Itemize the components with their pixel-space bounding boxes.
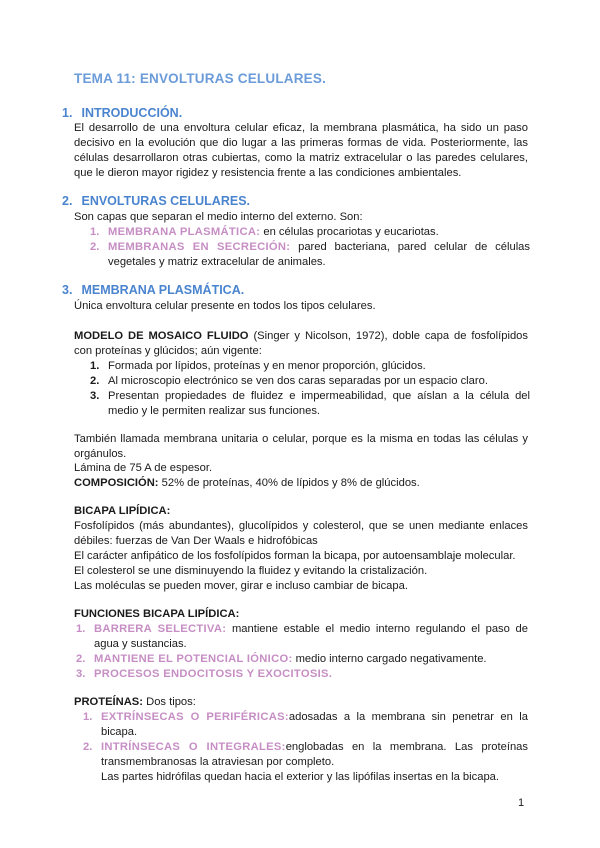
item-number: 1. [76,623,86,635]
item-number: 3. [90,390,100,402]
page-title: TEMA 11: ENVOLTURAS CELULARES. [74,71,327,86]
item-term: MANTIENE EL POTENCIAL IÓNICO: [94,653,293,665]
item-text: pared bacteriana, pared celular de células vegetales y matriz extracelular de animales. [108,241,530,268]
item-text: medio interno cargado negativamente. [292,653,487,665]
proteinas-heading-line [74,695,196,710]
bicapa-paragraph-4: Las moléculas se pueden mover, girar e incluso cambiar de bicapa. [74,580,408,592]
list-item [90,240,530,270]
thickness-line: Lámina de 75 A de espesor. [74,462,213,474]
item-text: Presentan propiedades de fluidez e impermeabilidad, que aíslan a la célula del medio y le permiten realizar sus funciones. [108,390,530,417]
list-item [90,389,530,419]
section-title: ENVOLTURAS CELULARES. [81,194,251,208]
item-number: 2. [76,653,86,665]
item-text: adosadas a la membrana sin penetrar en la bicapa. [101,711,528,738]
section-2-heading [62,194,250,208]
item-number: 1. [90,226,100,238]
bicapa-paragraph-1: Fosfolípidos (más abundantes), glucolípidos y colesterol, que se unen mediante enlaces débiles: fuerzas de Van Der Waals e hidrofóbicas [74,520,528,547]
list-note [83,770,528,785]
envolturas-list [90,225,530,270]
list-item [83,710,528,740]
model-text: (Singer y Nicolson, 1972), doble capa de fosfolípidos con proteínas y glúcidos; aún vigente: [74,330,528,357]
item-text: englobadas en la membrana. Las proteínas transmembranosas la atraviesan por completo. [101,741,528,768]
mosaic-model-paragraph [74,329,528,359]
item-number: 3. [76,668,86,680]
item-text: Formada por lípidos, proteínas y en menor proporción, glúcidos. [108,360,426,372]
bicapa-paragraph-2: El carácter anfipático de los fosfolípidos forman la bicapa, por autoensamblaje molecular. [74,550,516,562]
composition-label: COMPOSICIÓN: [74,477,159,489]
item-term: BARRERA SELECTIVA: [94,623,227,635]
item-term: INTRÍNSECAS O INTEGRALES: [101,741,286,753]
proteinas-intro: Dos tipos: [143,696,196,708]
item-text: Al microscopio electrónico se ven dos caras separadas por un espacio claro. [108,375,488,387]
list-item [83,740,528,770]
section-3-intro: Única envoltura celular presente en todos los tipos celulares. [74,300,376,312]
composition-line [74,476,420,491]
unit-membrane-paragraph: También llamada membrana unitaria o celular, porque es la misma en todas las células y orgánulos. [74,433,528,460]
item-number: 1. [90,360,100,372]
item-term: PROCESOS ENDOCITOSIS Y EXOCITOSIS. [94,668,333,680]
item-number: 1. [83,711,93,723]
item-term: MEMBRANA PLASMÁTICA: [108,226,261,238]
section-1-heading [62,106,182,120]
intro-paragraph: El desarrollo de una envoltura celular eficaz, la membrana plasmática, ha sido un paso decisivo en la evolución que dio lugar a las primeras formas de vida. Posteriormente, las células desarrollaron otras cubiertas, como la matriz extracelular o las paredes celulares, que le dieron mayor rigidez y resistencia frente a las condiciones ambientales. [74,122,528,179]
section-number: 1. [62,106,73,120]
composition-text: 52% de proteínas, 40% de lípidos y 8% de glúcidos. [158,477,420,489]
section-title: MEMBRANA PLASMÁTICA. [81,283,245,297]
item-number: 2. [90,241,100,253]
item-text: en células procariotas y eucariotas. [260,226,439,238]
proteinas-heading: PROTEÍNAS: [74,696,143,708]
section-3-heading [62,283,244,297]
note-text: Las partes hidrófilas quedan hacia el exterior y las lipófilas insertas en la bicapa. [101,771,500,783]
model-term: MODELO DE MOSAICO FLUIDO [74,330,249,342]
model-list [90,359,530,419]
list-item [76,652,528,667]
list-item [90,374,530,389]
item-term: MEMBRANAS EN SECRECIÓN: [108,241,291,253]
section-number: 3. [62,283,73,297]
section-2-intro: Son capas que separan el medio interno del externo. Son: [74,211,363,223]
funciones-list [76,622,528,682]
item-term: EXTRÍNSECAS O PERIFÉRICAS: [101,711,289,723]
list-item [90,359,530,374]
funciones-heading: FUNCIONES BICAPA LIPÍDICA: [74,608,240,620]
list-item [90,225,530,240]
item-number: 2. [90,375,100,387]
bicapa-heading: BICAPA LIPÍDICA: [74,505,171,517]
list-item [76,622,528,652]
item-text: mantiene estable el medio interno regulando el paso de agua y sustancias. [94,623,528,650]
proteinas-list [83,710,528,785]
bicapa-paragraph-3: El colesterol se une disminuyendo la fluidez y evitando la cristalización. [74,565,428,577]
section-title: INTRODUCCIÓN. [81,106,183,120]
page-number: 1 [518,797,525,809]
section-number: 2. [62,194,73,208]
list-item [76,667,528,682]
item-number: 2. [83,741,93,753]
